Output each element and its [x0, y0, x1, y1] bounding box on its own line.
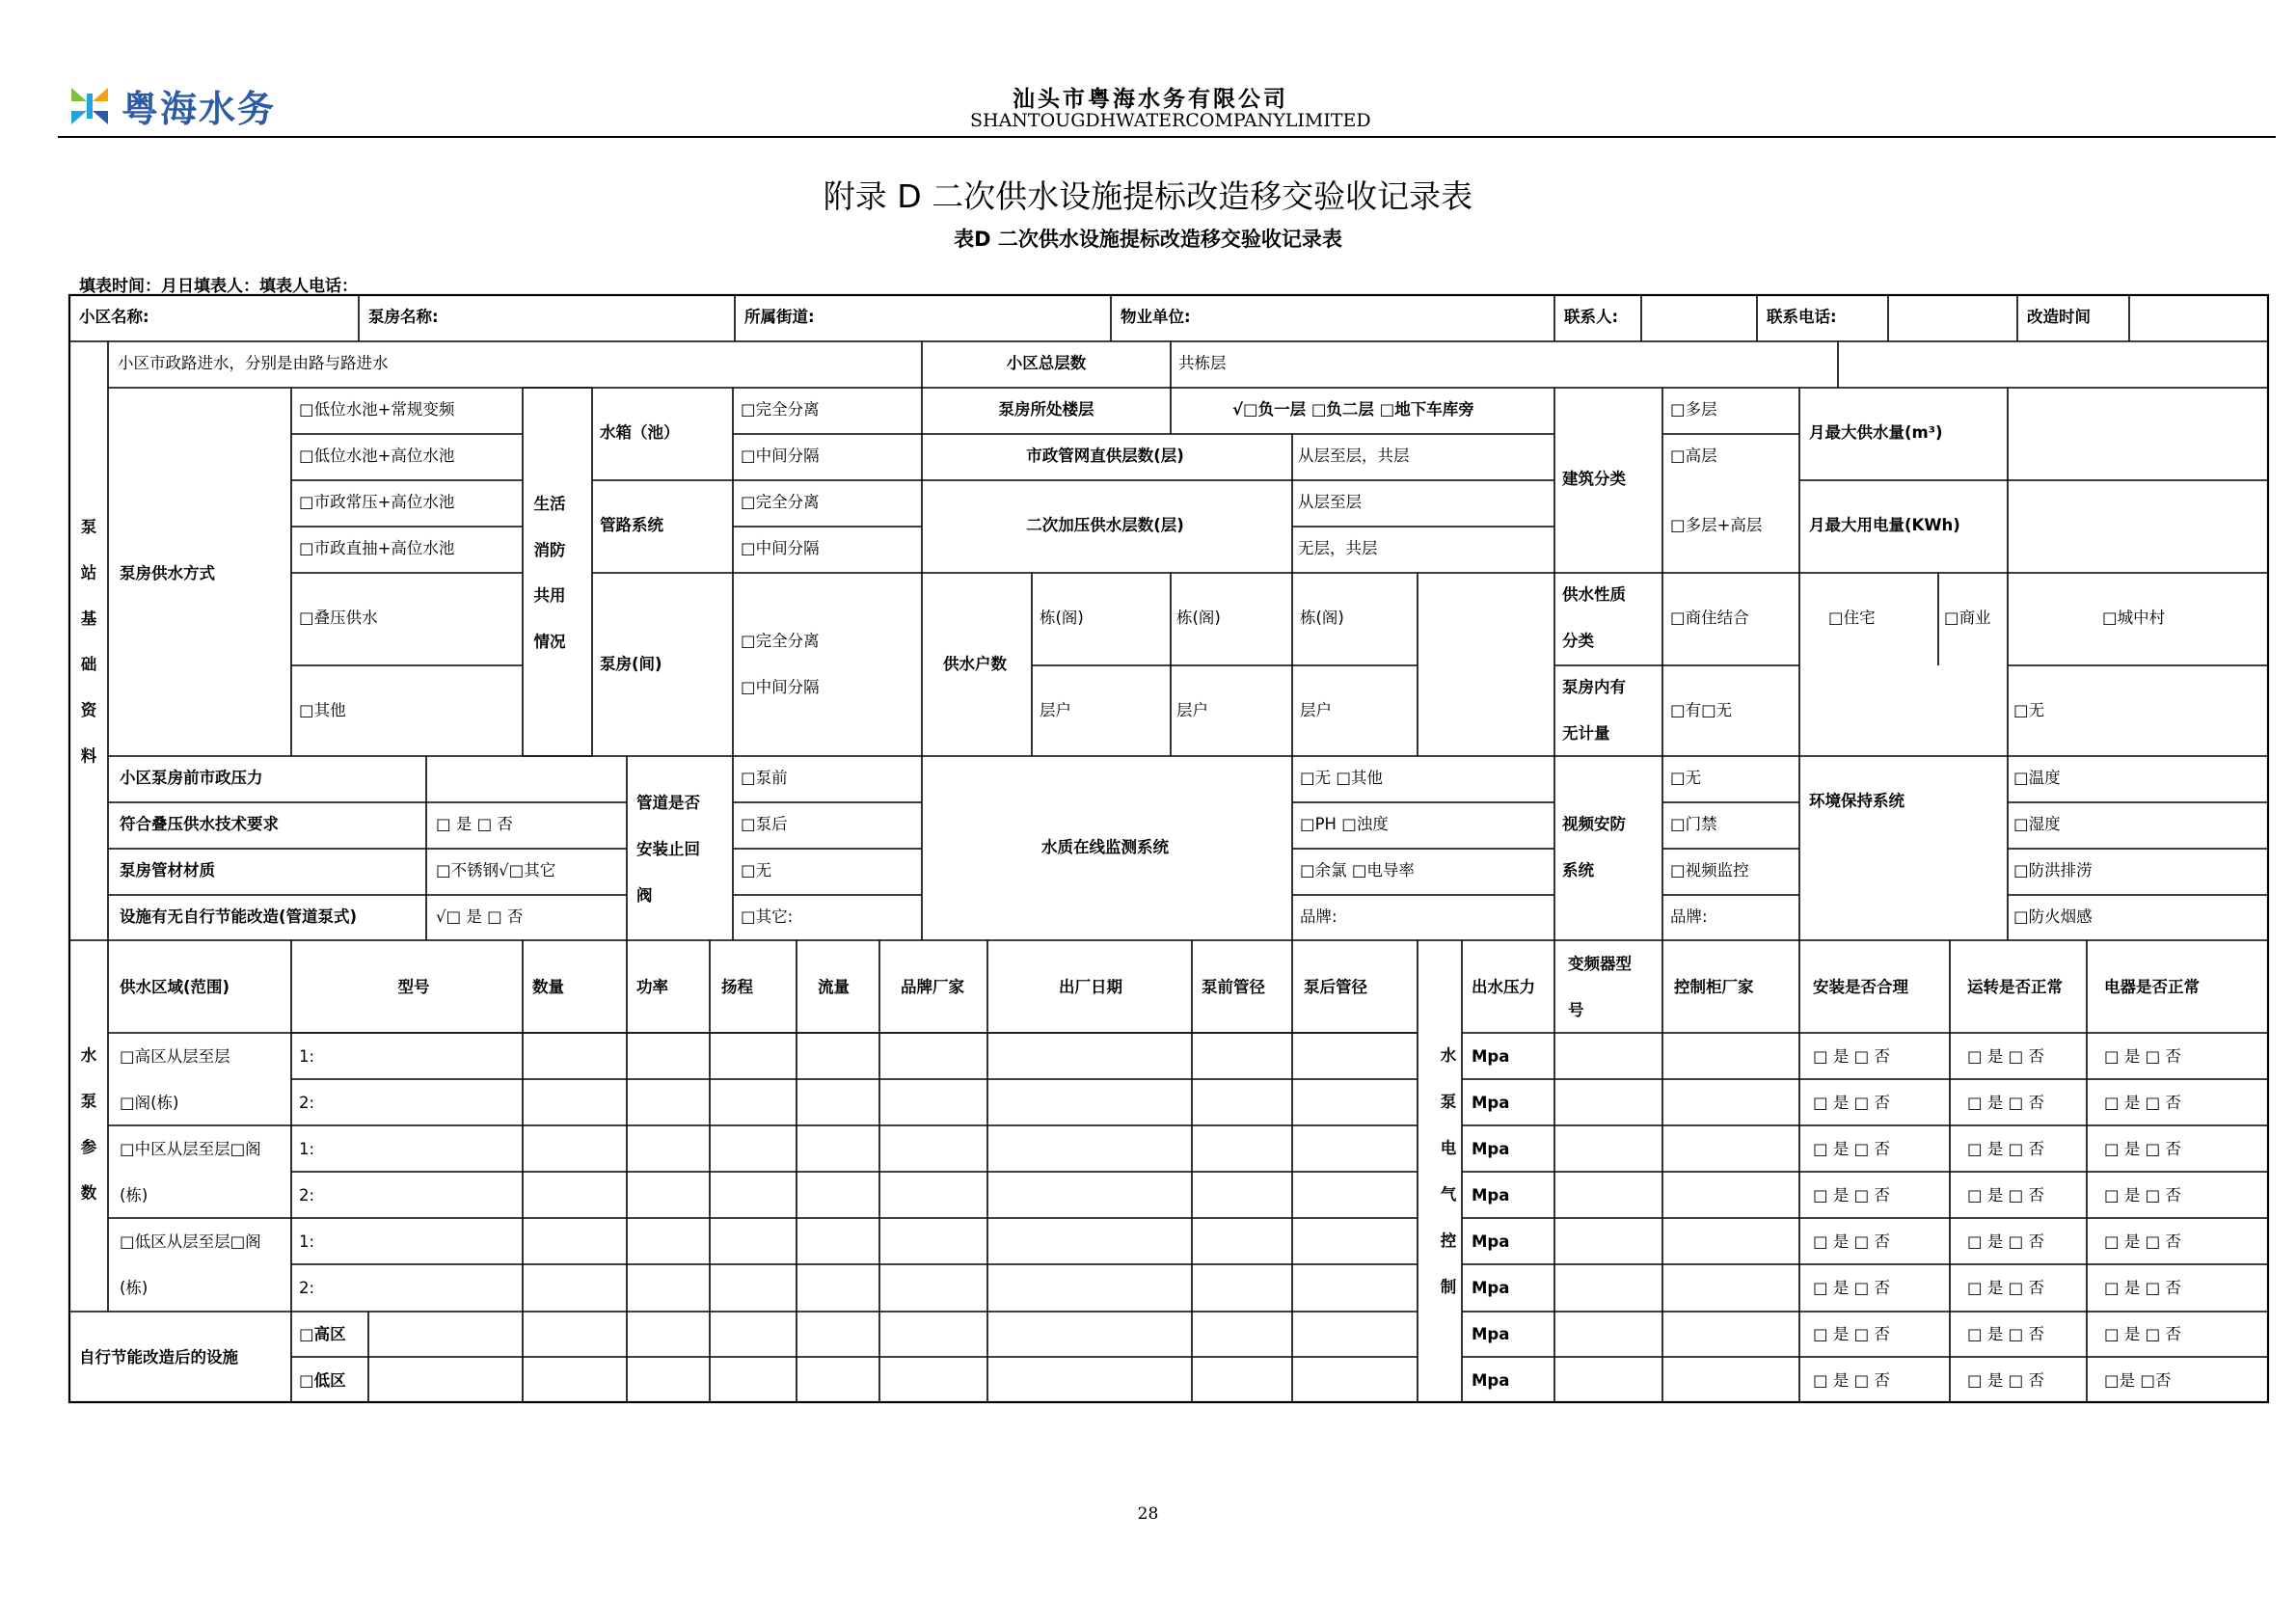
table-cell-text: 品牌: — [1300, 907, 1337, 926]
table-cell-text: 2: — [299, 1094, 315, 1112]
table-cell-text: 联系电话: — [1767, 308, 1837, 326]
table-cell-text: □ 是 □ 否 — [1813, 1140, 1890, 1158]
table-cell-text: 设施有无自行节能改造(管道泵式) — [120, 907, 358, 926]
table-cell-text: □无 □其他 — [1300, 769, 1383, 787]
table-cell-text: 层户 — [1176, 701, 1208, 719]
table-cell-text: □ 是 □ 否 — [1813, 1232, 1890, 1251]
table-cell-text: □中区从层至层□阁 — [120, 1140, 261, 1158]
table-cell-text: □中间分隔 — [741, 539, 820, 557]
table-cell-text: □是 □否 — [2104, 1371, 2172, 1390]
table-cell-text: 自行节能改造后的设施 — [79, 1348, 238, 1367]
table-cell-text: □ 是 □ 否 — [2104, 1279, 2181, 1297]
table-cell-text: 共用 — [533, 586, 566, 605]
table-cell-text: □无 — [2013, 701, 2045, 719]
table-cell-text: □视频监控 — [1670, 861, 1749, 880]
table-cell-text: □无 — [1670, 769, 1702, 787]
table-cell-text: 小区市政路进水，分别是由路与路进水 — [118, 354, 389, 372]
table-cell-text: □低位水池+高位水池 — [299, 447, 455, 465]
table-cell-text: 号 — [1568, 1001, 1584, 1019]
table-cell-text: 二次加压供水层数(层) — [1026, 516, 1184, 534]
table-cell-text: □中间分隔 — [741, 447, 820, 465]
table-cell-text: □ 是 □ 否 — [1967, 1371, 2044, 1390]
table-cell-text: 品牌厂家 — [901, 978, 964, 996]
page-title: 附录 D 二次供水设施提标改造移交验收记录表 — [823, 177, 1473, 215]
table-cell-text: 建筑分类 — [1562, 470, 1626, 488]
table-cell-text: □无 — [741, 861, 772, 880]
table-cell-text: □其他 — [299, 701, 346, 719]
table-cell-text: □有□无 — [1670, 701, 1733, 719]
table-cell-text: □商住结合 — [1670, 609, 1749, 627]
table-cell-text: 2: — [299, 1186, 315, 1204]
table-cell-text: Mpa — [1472, 1047, 1510, 1066]
table-cell-text: 小区名称: — [79, 308, 149, 326]
table-cell-text: □防洪排涝 — [2013, 861, 2093, 880]
table-cell-text: □ 是 □ 否 — [1813, 1325, 1890, 1343]
table-cell-text: □ 是 □ 否 — [1813, 1047, 1890, 1066]
table-cell-text: Mpa — [1472, 1094, 1510, 1112]
table-cell-text: 出厂日期 — [1059, 978, 1122, 996]
table-cell-text: 消防 — [533, 541, 566, 559]
table-cell-text: □市政直抽+高位水池 — [299, 539, 455, 557]
table-cell-text: □住宅 — [1828, 609, 1876, 627]
table-cell-text: □ 是 □ 否 — [1967, 1186, 2044, 1204]
table-cell-text: 数量 — [532, 978, 564, 996]
table-cell-text: □PH □浊度 — [1300, 815, 1389, 833]
table-cell-text: 无计量 — [1562, 724, 1610, 743]
vertical-section-label: 水泵参数 — [80, 1046, 97, 1203]
table-cell-text: 水箱（池） — [600, 423, 680, 442]
table-cell-text: □中间分隔 — [741, 678, 820, 696]
table-cell-text: 从层至层，共层 — [1298, 447, 1410, 465]
table-cell-text: □低位水池+常规变频 — [299, 400, 455, 419]
table-cell-text: □ 是 □ 否 — [1967, 1047, 2044, 1066]
table-cell-text: □完全分离 — [741, 400, 820, 419]
table-cell-text: □ 是 □ 否 — [1967, 1325, 2044, 1343]
table-cell-text: Mpa — [1472, 1232, 1510, 1251]
table-cell-text: 供水区域(范围) — [120, 978, 230, 996]
table-cell-text: 符合叠压供水技术要求 — [120, 815, 279, 833]
table-cell-text: □叠压供水 — [299, 609, 378, 627]
table-cell-text: 栋(阁) — [1040, 609, 1084, 627]
table-cell-text: 生活 — [533, 495, 566, 513]
table-cell-text: □高区 — [299, 1325, 346, 1343]
table-cell-text: □ 是 □ 否 — [2104, 1325, 2181, 1343]
table-cell-text: 泵房管材材质 — [120, 861, 215, 880]
table-cell-text: □ 是 □ 否 — [1967, 1232, 2044, 1251]
table-cell-text: □温度 — [2013, 769, 2061, 787]
table-cell-text: √□ 是 □ 否 — [436, 907, 524, 926]
table-cell-text: □湿度 — [2013, 815, 2061, 833]
table-cell-text: □ 是 □ 否 — [2104, 1094, 2181, 1112]
table-cell-text: 情况 — [533, 633, 566, 651]
table-cell-text: □低区从层至层□阁 — [120, 1232, 261, 1251]
table-cell-text: 视频安防 — [1562, 815, 1626, 833]
table-cell-text: 泵房供水方式 — [120, 564, 215, 582]
table-cell-text: 小区泵房前市政压力 — [120, 769, 263, 787]
table-cell-text: □高区从层至层 — [120, 1047, 230, 1066]
table-cell-text: Mpa — [1472, 1279, 1510, 1297]
table-cell-text: □泵前 — [741, 769, 788, 787]
table-cell-text: □ 是 □ 否 — [2104, 1140, 2181, 1158]
table-cell-text: 泵房(间) — [600, 655, 662, 673]
table-cell-text: Mpa — [1472, 1140, 1510, 1158]
table-cell-text: □ 是 □ 否 — [2104, 1186, 2181, 1204]
table-cell-text: 变频器型 — [1568, 955, 1632, 973]
table-cell-text: 层户 — [1300, 701, 1332, 719]
table-cell-text: □其它: — [741, 907, 794, 926]
fill-info-line: 填表时间：月日填表人：填表人电话： — [79, 277, 358, 296]
table-cell-text: □低区 — [299, 1371, 346, 1390]
table-cell-text: □不锈钢√□其它 — [436, 861, 556, 880]
table-cell-text: 栋(阁) — [1176, 609, 1221, 627]
table-cell-text: 泵前管径 — [1202, 978, 1265, 996]
table-cell-text: 2: — [299, 1279, 315, 1297]
table-cell-text: 月最大用电量(KWh) — [1809, 516, 1960, 534]
table-cell-text: 共栋层 — [1178, 354, 1227, 372]
table-cell-text: 层户 — [1040, 701, 1071, 719]
table-cell-text: □门禁 — [1670, 815, 1717, 833]
table-cell-text: 品牌: — [1670, 907, 1708, 926]
table-cell-text: 1: — [299, 1140, 315, 1158]
table-cell-text: 供水性质 — [1562, 585, 1626, 604]
table-cell-text: 扬程 — [721, 978, 753, 996]
table-cell-text: □ 是 □ 否 — [1967, 1140, 2044, 1158]
table-cell-text: □市政常压+高位水池 — [299, 493, 455, 511]
table-cell-text: 环境保持系统 — [1809, 792, 1904, 810]
table-cell-text: □ 是 □ 否 — [1967, 1279, 2044, 1297]
table-cell-text: 安装止回 — [636, 840, 700, 858]
table-cell-text: 系统 — [1562, 861, 1594, 880]
table-cell-text: □ 是 □ 否 — [1813, 1186, 1890, 1204]
table-cell-text: 联系人: — [1564, 308, 1619, 326]
table-cell-text: □ 是 □ 否 — [1967, 1094, 2044, 1112]
table-cell-text: □ 是 □ 否 — [1813, 1279, 1890, 1297]
table-cell-text: 物业单位: — [1121, 308, 1191, 326]
table-cell-text: 电器是否正常 — [2104, 978, 2200, 996]
table-cell-text: 功率 — [636, 978, 668, 996]
table-cell-text: 无层，共层 — [1298, 539, 1378, 557]
table-cell-text: 泵房所处楼层 — [998, 400, 1094, 419]
table-cell-text: √□负一层 □负二层 □地下车库旁 — [1232, 400, 1474, 419]
table-cell-text: 出水压力 — [1472, 978, 1535, 996]
table-cell-text: □多层 — [1670, 400, 1717, 419]
table-cell-text: □城中村 — [2102, 609, 2166, 627]
table-cell-text: □防火烟感 — [2013, 907, 2093, 926]
company-name-cn: 汕头市粤海水务有限公司 — [1013, 86, 1288, 112]
table-cell-text: □ 是 □ 否 — [2104, 1047, 2181, 1066]
table-cell-text: 所属街道: — [744, 308, 815, 326]
table-cell-text: □完全分离 — [741, 493, 820, 511]
table-cell-text: 运转是否正常 — [1967, 978, 2063, 996]
table-cell-text: 从层至层 — [1298, 493, 1362, 511]
table-cell-text: 型号 — [397, 978, 430, 996]
table-cell-text: □ 是 □ 否 — [436, 815, 513, 833]
table-cell-text: 市政管网直供层数(层) — [1026, 447, 1184, 465]
table-cell-text: Mpa — [1472, 1186, 1510, 1204]
table-cell-text: □阁(栋) — [120, 1094, 179, 1112]
table-cell-text: Mpa — [1472, 1371, 1510, 1390]
page-number: 28 — [1137, 1504, 1159, 1524]
table-cell-text: 管道是否 — [636, 794, 700, 812]
table-cell-text: □完全分离 — [741, 632, 820, 650]
vertical-section-label: 水泵电气控制 — [1440, 1046, 1457, 1296]
table-cell-text: 改造时间 — [2027, 308, 2091, 326]
table-cell-text: □余氯 □电导率 — [1300, 861, 1415, 880]
vertical-section-label: 泵站基础资料 — [80, 518, 97, 766]
company-name-en: SHANTOUGDHWATERCOMPANYLIMITED — [970, 110, 1371, 131]
table-cell-text: 月最大供水量(m³) — [1809, 423, 1943, 442]
table-cell-text: 流量 — [818, 978, 850, 996]
table-cell-text: (栋) — [120, 1186, 149, 1204]
logo-text: 粤海水务 — [122, 88, 277, 130]
table-cell-text: □ 是 □ 否 — [2104, 1232, 2181, 1251]
table-cell-text: 泵后管径 — [1304, 978, 1367, 996]
table-cell-text: 管路系统 — [600, 516, 663, 534]
table-cell-text: 安装是否合理 — [1813, 978, 1908, 996]
table-cell-text: 1: — [299, 1047, 315, 1066]
table-cell-text: □ 是 □ 否 — [1813, 1094, 1890, 1112]
table-cell-text: 阀 — [636, 886, 653, 905]
table-cell-text: 1: — [299, 1232, 315, 1251]
table-cell-text: 水质在线监测系统 — [1041, 838, 1169, 856]
table-cell-text: 供水户数 — [943, 655, 1007, 673]
table-cell-text: 分类 — [1562, 632, 1594, 650]
table-cell-text: □ 是 □ 否 — [1813, 1371, 1890, 1390]
table-cell-text: □高层 — [1670, 447, 1717, 465]
table-cell-text: (栋) — [120, 1279, 149, 1297]
table-cell-text: □泵后 — [741, 815, 788, 833]
table-cell-text: 泵房名称: — [368, 308, 439, 326]
table-cell-text: 控制柜厂家 — [1674, 978, 1754, 996]
table-cell-text: □多层+高层 — [1670, 516, 1763, 534]
table-cell-text: □商业 — [1944, 609, 1991, 627]
table-cell-text: Mpa — [1472, 1325, 1510, 1343]
table-cell-text: 泵房内有 — [1562, 678, 1626, 696]
table-caption: 表D 二次供水设施提标改造移交验收记录表 — [954, 228, 1342, 251]
table-cell-text: 小区总层数 — [1006, 354, 1087, 372]
table-cell-text: 栋(阁) — [1300, 609, 1344, 627]
